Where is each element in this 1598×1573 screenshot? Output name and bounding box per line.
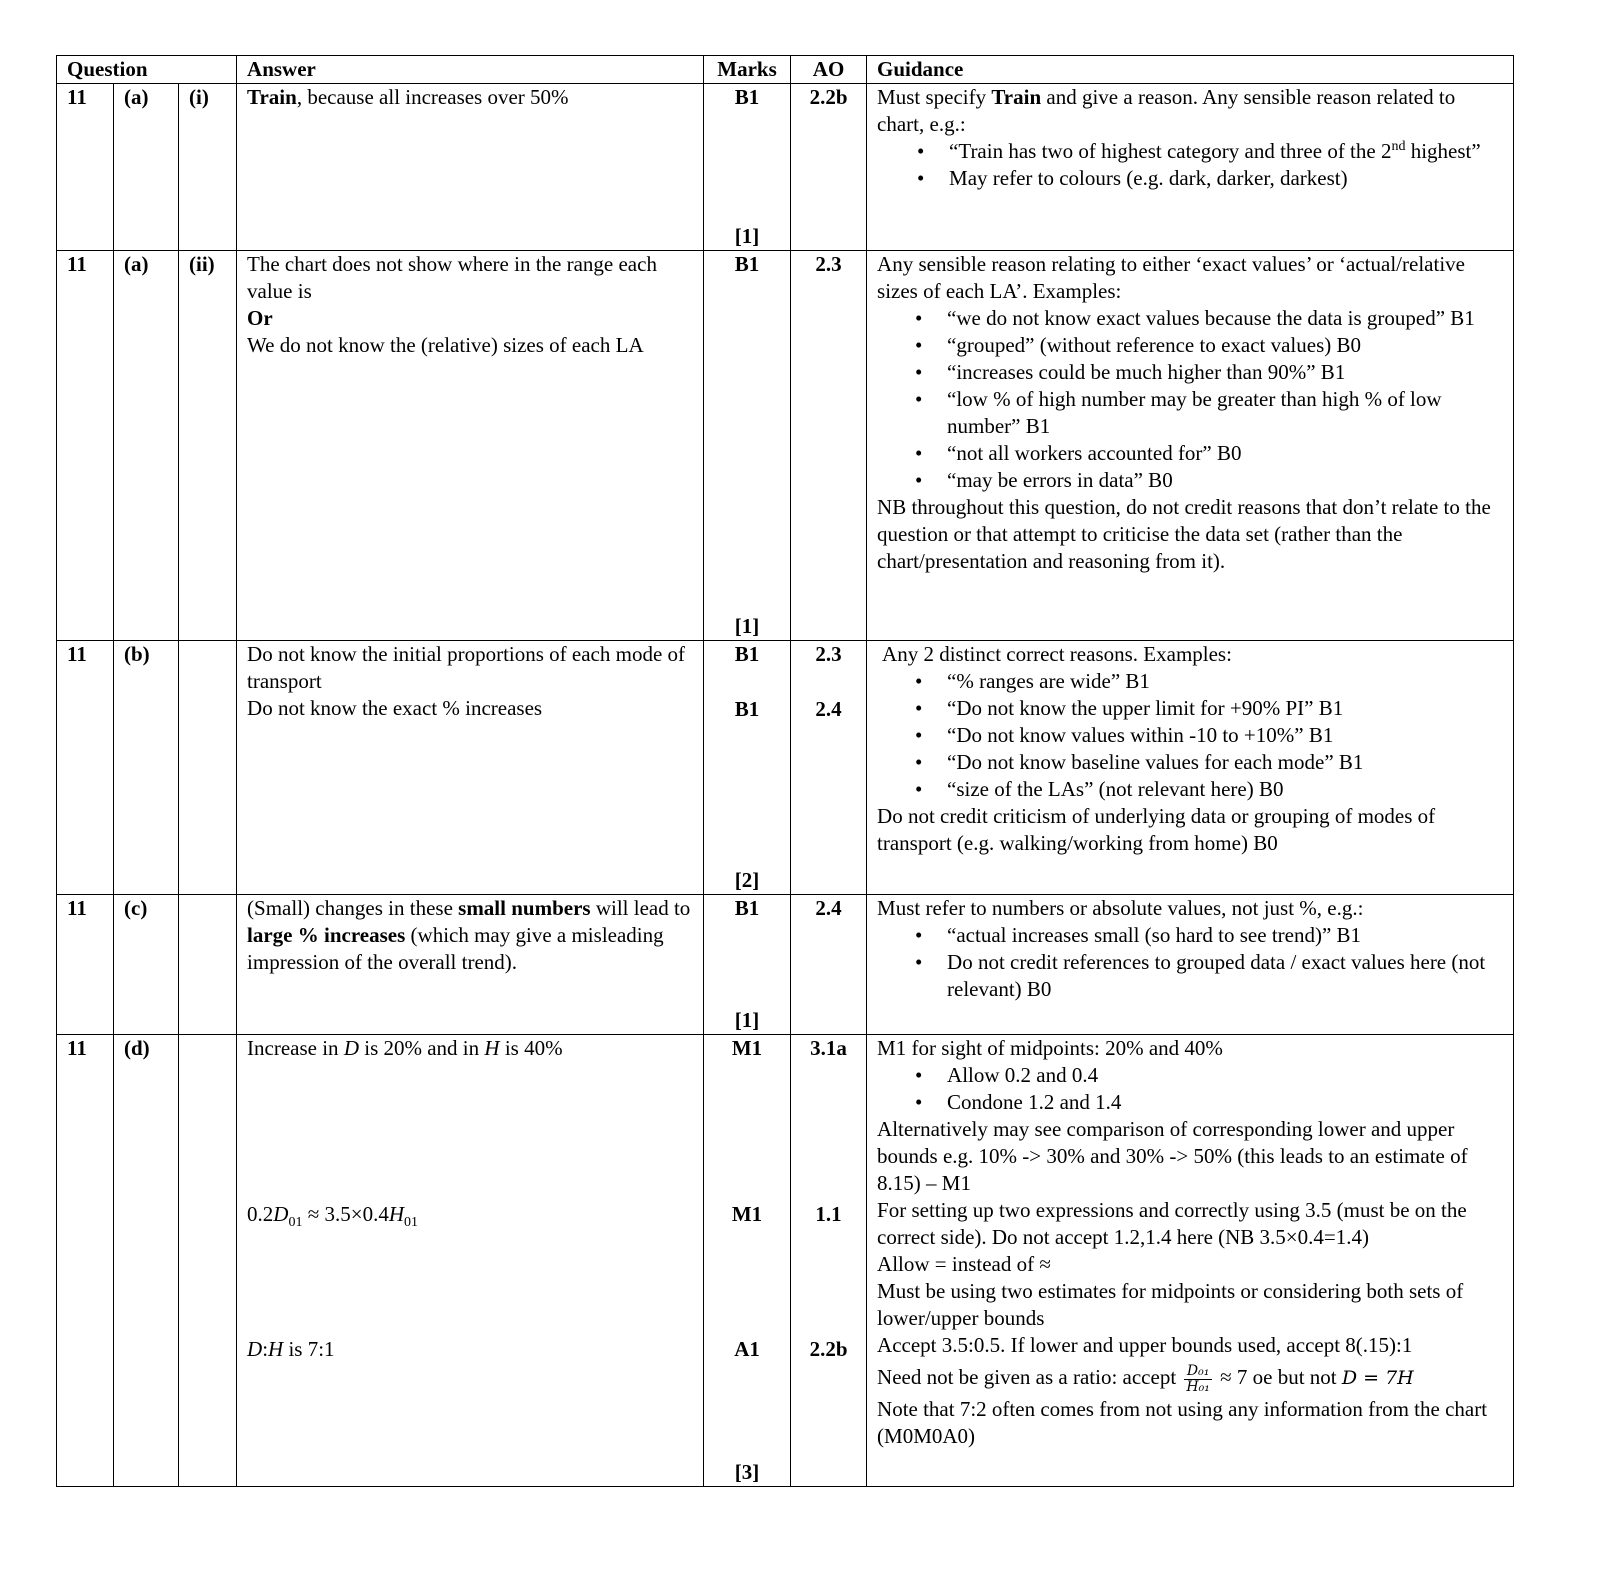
table-row	[57, 895, 1514, 1035]
marks-cell	[704, 1035, 791, 1487]
question-number: 11	[57, 895, 114, 1035]
table-row	[57, 84, 1514, 251]
list-item: • “Do not know the upper limit for +90% PI” B1	[947, 695, 1503, 722]
question-part: (a)	[114, 84, 179, 251]
list-item: • “low % of high number may be greater than high % of low number” B1	[947, 386, 1503, 440]
mark-code: B1	[734, 252, 760, 276]
list-item: • “actual increases small (so hard to see trend)” B1	[947, 922, 1503, 949]
guidance-note: Do not credit criticism of underlying data or grouping of modes of transport (e.g. walking/working from home) B0	[877, 804, 1436, 855]
guidance-intro: Any sensible reason relating to either ‘exact values’ or ‘actual/relative sizes of each LA’. Examples:	[877, 252, 1465, 303]
ao-code: 2.2b	[809, 1337, 848, 1361]
list-item: • Do not credit references to grouped data / exact values here (not relevant) B0	[947, 949, 1503, 1003]
question-subpart	[179, 895, 237, 1035]
guidance-note: NB throughout this question, do not credit reasons that don’t relate to the question or that attempt to criticise the data set (rather than the chart/presentation and reasoning from it).	[877, 495, 1491, 573]
answer-text: We do not know the (relative) sizes of each LA	[247, 333, 644, 357]
mark-code: A1	[734, 1337, 760, 1361]
guidance-text: Alternatively may see comparison of corresponding lower and upper bounds e.g. 10% -> 30% and 30% -> 50% (this leads to an estimate of 8.15) – M1	[877, 1117, 1468, 1195]
guidance-cell	[867, 641, 1514, 895]
mark-code: B1	[734, 642, 760, 666]
answer-text: , because all increases over 50%	[296, 85, 569, 109]
answer-text: The chart does not show where in the range each value is	[247, 252, 657, 303]
marks-cell	[704, 641, 791, 895]
table-row	[57, 641, 1514, 895]
guidance-text: Allow = instead of ≈	[877, 1252, 1051, 1276]
marks-cell	[704, 895, 791, 1035]
marks-cell	[704, 84, 791, 251]
answer-text: Do not know the initial proportions of each mode of transport	[247, 642, 686, 693]
list-item: • Condone 1.2 and 1.4	[947, 1089, 1503, 1116]
question-part: (d)	[114, 1035, 179, 1487]
mark-total: [1]	[734, 224, 760, 248]
answer-line: D:H is 7:1	[247, 1337, 335, 1361]
guidance-text: Accept 3.5:0.5. If lower and upper bounds used, accept 8(.15):1	[877, 1333, 1413, 1357]
list-item: • “size of the LAs” (not relevant here) B0	[947, 776, 1503, 803]
mark-total: [1]	[734, 1008, 760, 1032]
guidance-cell	[867, 1035, 1514, 1487]
ao-code: 2.2b	[809, 85, 848, 109]
answer-line: $0.2D_{01} \approx 3.5\times 0.4H_{01}$	[247, 1202, 418, 1231]
header-marks: Marks	[704, 56, 791, 84]
answer-text: Do not know the exact % increases	[247, 696, 543, 720]
guidance-bullets	[877, 138, 1503, 192]
ao-code: 2.4	[815, 697, 842, 721]
ao-code: 2.4	[815, 896, 842, 920]
ao-cell	[791, 1035, 867, 1487]
mark-scheme-table	[56, 55, 1514, 1487]
header-guidance: Guidance	[867, 56, 1514, 84]
question-number: 11	[57, 251, 114, 641]
question-part: (a)	[114, 251, 179, 641]
question-part: (b)	[114, 641, 179, 895]
guidance-intro: Must refer to numbers or absolute values, not just %, e.g.:	[877, 896, 1364, 920]
mark-code: B1	[734, 697, 760, 721]
mark-total: [1]	[734, 614, 760, 638]
list-item: • “% ranges are wide” B1	[947, 668, 1503, 695]
table-row	[57, 1035, 1514, 1487]
answer-cell	[237, 251, 704, 641]
question-number: 11	[57, 1035, 114, 1487]
question-part: (c)	[114, 895, 179, 1035]
question-subpart: (i)	[179, 84, 237, 251]
mark-total: [3]	[734, 1460, 760, 1484]
guidance-cell	[867, 84, 1514, 251]
answer-bold: Train	[247, 85, 297, 109]
answer-cell	[237, 1035, 704, 1487]
guidance-text: Must specify	[877, 85, 992, 109]
guidance-text: Must be using two estimates for midpoints or considering both sets of lower/upper bounds	[877, 1279, 1464, 1330]
list-item: • May refer to colours (e.g. dark, darker, darkest)	[949, 165, 1503, 192]
answer-cell	[237, 84, 704, 251]
question-number: 11	[57, 641, 114, 895]
guidance-cell	[867, 895, 1514, 1035]
guidance-text: M1 for sight of midpoints: 20% and 40%	[877, 1036, 1223, 1060]
guidance-bullets	[877, 668, 1503, 803]
header-ao: AO	[791, 56, 867, 84]
guidance-text: For setting up two expressions and correctly using 3.5 (must be on the correct side). Do not accept 1.2,1.4 here (NB 3.5×0.4=1.4)	[877, 1198, 1467, 1249]
ao-cell	[791, 251, 867, 641]
guidance-intro: Any 2 distinct correct reasons. Examples:	[882, 642, 1232, 666]
question-subpart: (ii)	[179, 251, 237, 641]
mark-total: [2]	[734, 868, 760, 892]
question-subpart	[179, 641, 237, 895]
mark-code: M1	[731, 1202, 763, 1226]
mark-code: B1	[734, 85, 760, 109]
guidance-text: and give a reason. Any sensible reason related to chart, e.g.:	[877, 85, 1456, 136]
guidance-cell	[867, 251, 1514, 641]
guidance-bullets	[877, 1062, 1503, 1116]
ao-cell	[791, 641, 867, 895]
ao-cell	[791, 895, 867, 1035]
answer-cell: (Small) changes in these small numbers will lead to large % increases (which may give a misleading impression of the overall trend).	[237, 895, 704, 1035]
header-question: Question	[57, 56, 237, 84]
mark-code: M1	[731, 1036, 763, 1060]
fraction: $\frac{\text{D₀₁}}{\text{H₀₁}}$	[1186, 1362, 1210, 1395]
ao-code: 2.3	[815, 642, 842, 666]
answer-cell	[237, 641, 704, 895]
question-subpart	[179, 1035, 237, 1487]
list-item: • “Train has two of highest category and three of the 2nd highest”	[949, 138, 1503, 165]
answer-or: Or	[247, 306, 273, 330]
mark-code: B1	[734, 896, 760, 920]
header-row	[57, 56, 1514, 84]
ao-code: 1.1	[815, 1202, 842, 1226]
guidance-bullets	[877, 305, 1503, 494]
list-item: • “increases could be much higher than 90%” B1	[947, 359, 1503, 386]
list-item: • “we do not know exact values because the data is grouped” B1	[947, 305, 1503, 332]
header-answer: Answer	[237, 56, 704, 84]
list-item: • “may be errors in data” B0	[947, 467, 1503, 494]
ao-code: 2.3	[815, 252, 842, 276]
question-number: 11	[57, 84, 114, 251]
list-item: • “Do not know values within -10 to +10%” B1	[947, 722, 1503, 749]
list-item: • “not all workers accounted for” B0	[947, 440, 1503, 467]
list-item: • “grouped” (without reference to exact values) B0	[947, 332, 1503, 359]
ao-code: 3.1a	[810, 1036, 847, 1060]
answer-line: Increase in D is 20% and in H is 40%	[247, 1036, 563, 1060]
guidance-text: Note that 7:2 often comes from not using any information from the chart (M0M0A0)	[877, 1397, 1488, 1448]
list-item: • “Do not know baseline values for each mode” B1	[947, 749, 1503, 776]
guidance-bold: Train	[991, 85, 1042, 109]
ao-cell	[791, 84, 867, 251]
list-item: • Allow 0.2 and 0.4	[947, 1062, 1503, 1089]
guidance-bullets	[877, 922, 1503, 1003]
guidance-text: Need not be given as a ratio: accept $\frac{\text{D₀₁}}{\text{H₀₁}}$ ≈ 7 oe but not D = 7H	[877, 1362, 1414, 1395]
table-row	[57, 251, 1514, 641]
marks-cell	[704, 251, 791, 641]
